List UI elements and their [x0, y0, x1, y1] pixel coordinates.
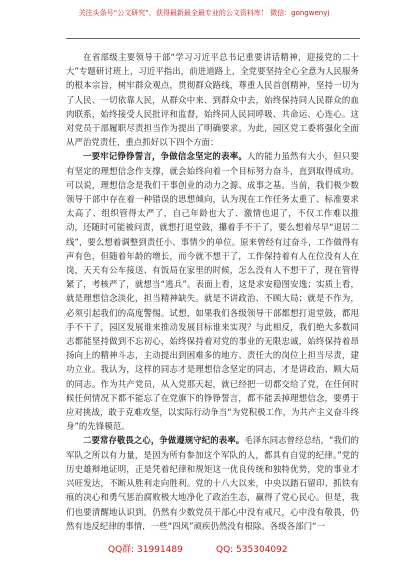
section-1-text: 人的能力虽然有大小，但只要有坚定的理想信念作支撑，就会始终向着一个目标努力奋斗，直到取得成功。可以说，理想信念是我们干事创业的动力之源、成事之基。当前，我们极少数领导干部中存在着一种错误的思想倾向，认为现在工作任务太重了、标准要求太高了、组织管得太严了，自己年龄也大了、激情也退了，不仅工作难以推动，还随时可能被问责，就想打退堂鼓，攥着手不干了，要么想着尽早“退居二线”，要么想着调整到责任小、事情少的单位。原来曾经有过奋斗，工作做得有声有色，但随着年龄的增长，而今就不想干了，工作保持着有人在位没有人在岗，天天有公车接送、有饭局在家里的时候，怎么没有人不想干了，现在管得紧了，考核严了，就想当“逃兵”。表面上看，这是求安稳图安逸；实质上看，就是理想信念淡化，担当精神缺失。就是不讲政治、不顾大局；就是不作为，必须引起我们的高度警惕。试想，如果我们各级领导干部都想打退堂鼓，都甩手不干了，园区发展谁来推动发展目标谁来实现？与此相反，我们绝大多数同志都能坚持做到不忘初心，始终保持着对党的事业的无限忠诚，始终保持着昂扬向上的精神斗志，主动提出到困难多的地方、责任大的岗位上担当尽责，建功立业。我认为，这样的同志才是理想信念坚定的同志，才是讲政治、顾大局的同志。作为共产党员，从入党那天起，就已经把一切都交给了党，在任何时候任何情况下都不能忘了在党旗下的铮铮誓言，都不能丢掉理想信念，要勇于应对挑战，敢于克难攻坚，以实际行动争当“为党积极工作，为共产主义奋斗终身”的先锋模范。: [66, 151, 359, 432]
paragraph-section-2: [66, 433, 359, 530]
paragraph-intro: 在省部级主要领导干部“学习习近平总书记重要讲话精神，迎接党的二十大”专题研讨班上，习近平指出，前进道路上，全党要坚持全心全意为人民服务的根本宗旨，树牢群众观点，贯彻群众路线，尊重人民首创精神，坚持一切为了人民、一切依靠人民，从群众中来、到群众中去，始终保持同人民群众的血肉联系，始终接受人民批评和监督，始终同人民同呼吸、共命运、心连心。这对党员干部履职尽责担当作为提出了明确要求。为此，园区党工委将强化全面从严治党责任，重点抓好以下四个方面：: [66, 52, 359, 148]
header-line-1: 关注头条号“公文研究”，获得最新最全最专业的公文资料库！ 微信：gongwenyj: [78, 9, 330, 17]
page-header: [0, 0, 408, 48]
section-2-heading: 二要常存敬畏之心，争做遵规守纪的表率。: [83, 435, 245, 446]
section-2-text: 毛泽东同志曾经总结，“我们的军队之所以有力量，是因为所有参加这个军队的人，都具有自觉的纪律。”党的历史雄辩地证明，正是凭着纪律和规矩这一优良传统和独特优势，党的事业才兴旺发达，不断从胜利走向胜利。党的十八大以来，中央以踏石留印、抓铁有痕的决心和勇气惩治腐败极大地净化了政治生态，赢得了党心民心。但是，我们也要清醒地认识到，仍然有少数党员干部心中没有戒尺，心中没有敬畏，仍然有违反纪律的事情，一些“四风”顽疾仍然没有根除。各级各部门“一: [66, 435, 359, 530]
footer-qq-number: QQ: 535304092: [216, 545, 288, 555]
header-divider: [66, 38, 360, 39]
page-footer: [0, 543, 408, 557]
footer-qq-group: QQ群: 31991489: [108, 545, 183, 555]
header-promo-text: [0, 8, 408, 18]
paragraph-section-1: [66, 149, 359, 433]
document-body: [66, 50, 359, 530]
section-1-heading: 一要牢记铮铮誓言，争做信念坚定的表率。: [83, 151, 247, 162]
